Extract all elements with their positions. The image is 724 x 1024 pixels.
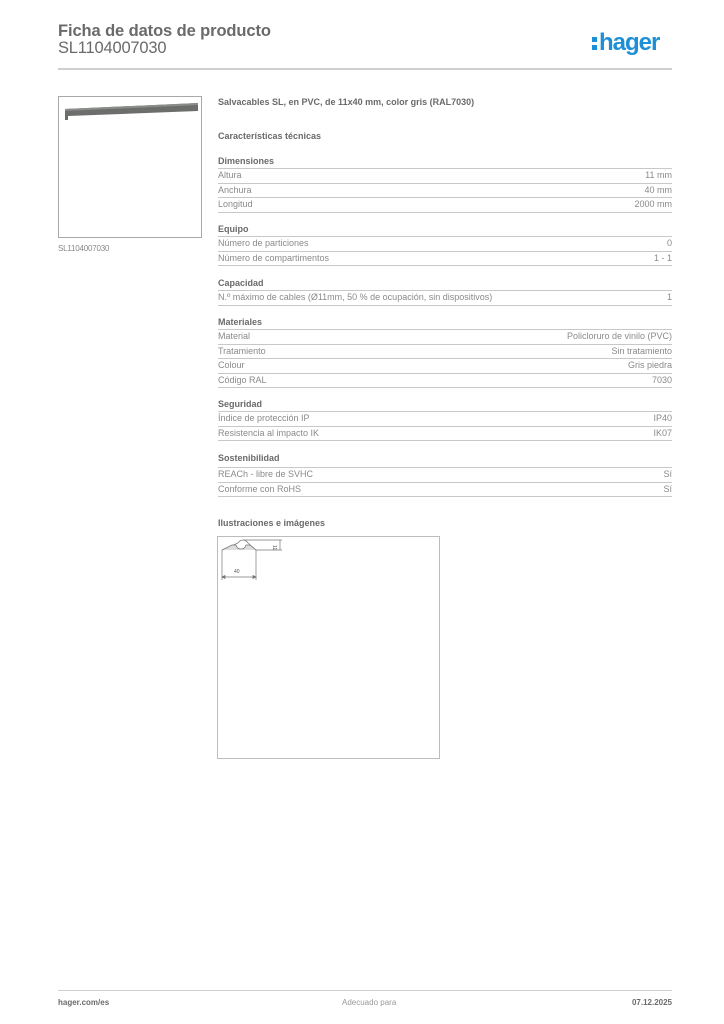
spec-group-title: Capacidad	[218, 277, 672, 291]
logo-text: hager	[599, 29, 660, 56]
spec-label: Código RAL	[218, 374, 267, 385]
hager-logo	[592, 29, 659, 57]
spec-value: 0	[666, 238, 672, 248]
spec-row	[218, 291, 672, 306]
spec-row	[218, 184, 672, 199]
spec-label: REACh - libre de SVHC	[218, 469, 314, 479]
spec-label: Conforme con RoHS	[218, 483, 302, 494]
spec-label: Número de compartimentos	[218, 252, 330, 263]
spec-row	[218, 483, 672, 498]
footer-website-link[interactable]: hager.com/es	[58, 998, 110, 1007]
spec-label: Anchura	[218, 184, 252, 195]
spec-row	[218, 359, 672, 374]
spec-row	[218, 330, 672, 345]
product-description: Salvacables SL, en PVC, de 11x40 mm, color gris (RAL7030)	[218, 97, 475, 107]
spec-label: Longitud	[218, 199, 253, 210]
spec-value: 40 mm	[644, 184, 672, 195]
technical-characteristics-heading: Características técnicas	[218, 131, 322, 141]
spec-label: Resistencia al impacto IK	[218, 427, 320, 438]
spec-value: Sin tratamiento	[611, 345, 672, 356]
spec-value: IK07	[653, 427, 672, 438]
product-image	[58, 96, 202, 238]
spec-group-title: Sostenibilidad	[218, 452, 672, 468]
spec-group-title: Dimensiones	[218, 155, 672, 169]
width-dimension-label: 40	[234, 569, 240, 575]
spec-group-title: Equipo	[218, 223, 672, 237]
product-image-caption: SL1104007030	[58, 244, 110, 253]
spec-row	[218, 345, 672, 360]
product-code: SL1104007030	[58, 39, 167, 57]
spec-value: Sí	[663, 469, 672, 479]
spec-label: Índice de protección IP	[218, 413, 310, 423]
spec-group-equipo	[218, 223, 672, 266]
spec-row	[218, 412, 672, 427]
spec-group-materiales	[218, 316, 672, 388]
cross-section-drawing-icon	[218, 537, 441, 760]
spec-value: IP40	[653, 413, 672, 423]
spec-row	[218, 237, 672, 252]
spec-row	[218, 198, 672, 213]
spec-value: Sí	[663, 483, 672, 494]
spec-value: 1	[666, 292, 672, 302]
spec-row	[218, 169, 672, 184]
spec-label: Colour	[218, 360, 245, 371]
cable-protector-photo-icon	[62, 102, 200, 132]
spec-group-dimensiones	[218, 155, 672, 213]
spec-row	[218, 427, 672, 442]
spec-value: 1 - 1	[653, 252, 672, 263]
document-title: Ficha de datos de producto	[58, 22, 271, 40]
spec-group-capacidad	[218, 277, 672, 306]
spec-row	[218, 468, 672, 483]
spec-value: 7030	[651, 374, 672, 385]
spec-group-title: Seguridad	[218, 398, 672, 412]
spec-group-seguridad	[218, 398, 672, 441]
spec-value: 2000 mm	[634, 199, 672, 210]
footer-suitable-for: Adecuado para	[342, 998, 397, 1007]
spec-value: 11 mm	[645, 170, 672, 180]
header-divider	[58, 68, 672, 70]
spec-label: Tratamiento	[218, 345, 266, 356]
height-dimension-label: 11	[271, 545, 277, 551]
spec-group-sostenibilidad	[218, 452, 672, 497]
spec-label: Altura	[218, 170, 242, 180]
spec-value: Policloruro de vinilo (PVC)	[566, 331, 672, 341]
spec-row	[218, 252, 672, 267]
spec-label: Material	[218, 331, 251, 341]
technical-drawing	[217, 536, 440, 759]
illustrations-heading: Ilustraciones e imágenes	[218, 518, 326, 528]
spec-label: Número de particiones	[218, 238, 309, 248]
footer-date: 07.12.2025	[631, 998, 672, 1007]
spec-label: N.º máximo de cables (Ø11mm, 50 % de ocupación, sin dispositivos)	[218, 292, 493, 302]
spec-row	[218, 374, 672, 389]
logo-colon-icon	[592, 35, 597, 51]
spec-group-title: Materiales	[218, 316, 672, 330]
spec-value: Gris piedra	[627, 360, 672, 371]
footer-divider	[58, 990, 672, 991]
